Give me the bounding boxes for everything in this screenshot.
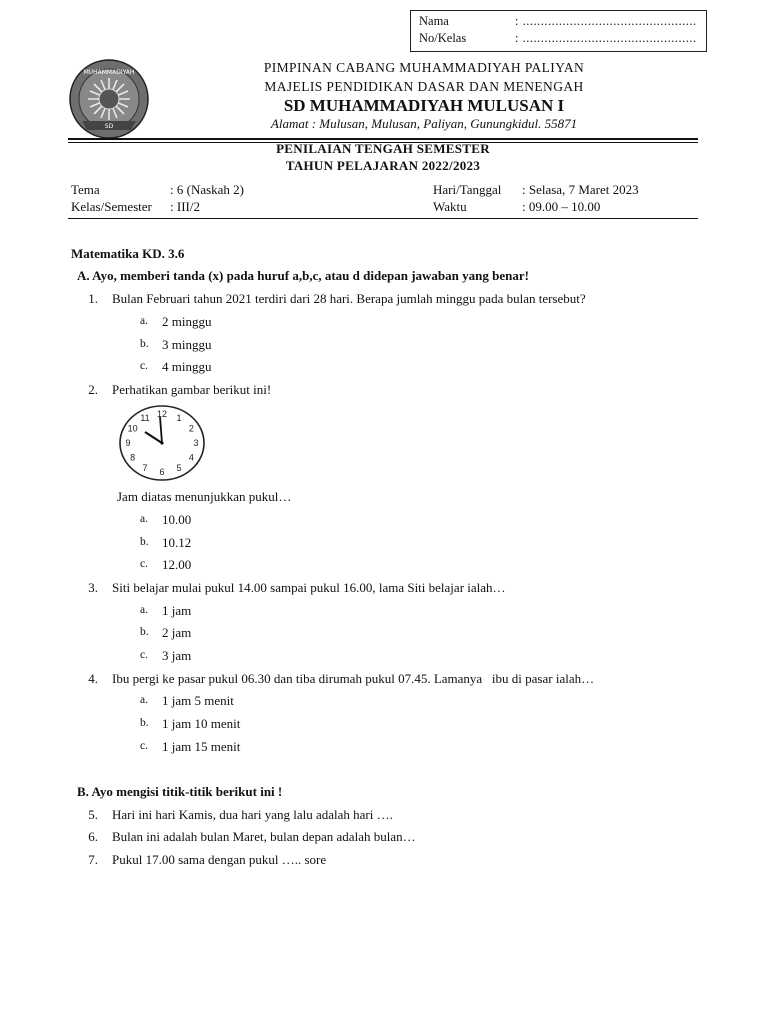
school-name: SD MUHAMMADIYAH MULUSAN I (283, 96, 565, 115)
hari-value: : Selasa, 7 Maret 2023 (522, 182, 639, 197)
q4-option-c-letter: c. (140, 740, 148, 752)
q4-option-b-letter: b. (140, 717, 149, 729)
q6-text: Bulan ini adalah bulan Maret, bulan depan adalah bulan… (112, 829, 416, 844)
q2-option-c[interactable]: 12.00 (162, 557, 192, 572)
q4-text: Ibu pergi ke pasar pukul 06.30 dan tiba dirumah pukul 07.45. Lamanya ibu di pasar ialah… (112, 671, 595, 686)
class-label: No/Kelas (419, 31, 467, 45)
logo-text-top: MUHAMMADIYAH (83, 69, 135, 76)
waktu-value: : 09.00 – 10.00 (522, 199, 601, 214)
q1-text: Bulan Februari tahun 2021 terdiri dari 28 hari. Berapa jumlah minggu pada bulan tersebut? (112, 291, 586, 306)
clock-number: 8 (130, 452, 136, 463)
name-class-box (410, 10, 707, 52)
header-line-2: MAJELIS PENDIDIKAN DASAR DAN MENENGAH (264, 79, 584, 94)
section-b-title: B. Ayo mengisi titik-titik berikut ini ! (77, 784, 283, 799)
q4-option-a[interactable]: 1 jam 5 menit (162, 693, 234, 708)
q2-option-b-letter: b. (140, 536, 149, 548)
tema-label: Tema (71, 182, 100, 197)
class-field[interactable]: : ................................................ (515, 31, 697, 45)
q4-number: 4. (88, 671, 98, 686)
tema-value: : 6 (Naskah 2) (170, 182, 245, 197)
clock-number: 4 (188, 452, 194, 463)
kelas-semester-label: Kelas/Semester (71, 199, 152, 214)
q1-option-a-letter: a. (140, 315, 148, 327)
name-field[interactable]: : ................................................ (515, 14, 697, 28)
q2-subtext: Jam diatas menunjukkan pukul… (117, 489, 292, 504)
logo-text-bottom: SD (104, 123, 114, 130)
q2-number: 2. (88, 382, 98, 397)
waktu-label: Waktu (433, 199, 467, 214)
q2-text: Perhatikan gambar berikut ini! (112, 382, 272, 397)
school-logo-icon (68, 58, 150, 140)
kelas-semester-value: : III/2 (170, 199, 200, 214)
section-a-title: A. Ayo, memberi tanda (x) pada huruf a,b,c, atau d didepan jawaban yang benar! (77, 268, 529, 283)
header-rule-thick (68, 138, 698, 140)
q2-option-a[interactable]: 10.00 (162, 512, 192, 527)
q3-option-c-letter: c. (140, 649, 148, 661)
header-line-1: PIMPINAN CABANG MUHAMMADIYAH PALIYAN (263, 60, 585, 75)
clock-number: 2 (188, 423, 194, 434)
q3-option-b[interactable]: 2 jam (162, 625, 192, 640)
q3-number: 3. (88, 580, 98, 595)
clock-number: 7 (142, 463, 148, 474)
meta-rule (68, 218, 698, 219)
exam-year: TAHUN PELAJARAN 2022/2023 (285, 158, 481, 173)
q7-text: Pukul 17.00 sama dengan pukul ….. sore (112, 852, 327, 867)
q4-option-b[interactable]: 1 jam 10 menit (162, 716, 241, 731)
q1-option-c[interactable]: 4 minggu (162, 359, 212, 374)
clock-number: 1 (176, 412, 182, 423)
clock-number: 10 (127, 423, 138, 434)
subject-title: Matematika KD. 3.6 (71, 246, 185, 261)
clock-number: 3 (193, 438, 199, 448)
q3-option-b-letter: b. (140, 626, 149, 638)
q2-option-b[interactable]: 10.12 (162, 535, 192, 550)
q1-number: 1. (88, 291, 98, 306)
q7-number: 7. (88, 852, 98, 867)
q1-option-a[interactable]: 2 minggu (162, 314, 212, 329)
q3-option-a[interactable]: 1 jam (162, 603, 192, 618)
exam-title: PENILAIAN TENGAH SEMESTER (276, 141, 490, 156)
q4-option-c[interactable]: 1 jam 15 menit (162, 739, 241, 754)
q2-option-c-letter: c. (140, 558, 148, 570)
q2-option-a-letter: a. (140, 513, 148, 525)
q6-number: 6. (88, 829, 98, 844)
q3-option-a-letter: a. (140, 604, 148, 616)
q1-option-c-letter: c. (140, 360, 148, 372)
q5-text: Hari ini hari Kamis, dua hari yang lalu adalah hari …. (112, 807, 393, 822)
clock-number: 12 (156, 409, 168, 419)
q3-text: Siti belajar mulai pukul 14.00 sampai pukul 16.00, lama Siti belajar ialah… (112, 580, 506, 595)
q1-option-b-letter: b. (140, 338, 149, 350)
clock-number: 6 (159, 467, 165, 477)
q5-number: 5. (88, 807, 98, 822)
clock-number: 9 (125, 438, 131, 448)
q4-option-a-letter: a. (140, 694, 148, 706)
clock-number: 5 (176, 463, 182, 474)
q1-option-b[interactable]: 3 minggu (162, 337, 212, 352)
school-address: Alamat : Mulusan, Mulusan, Paliyan, Gunungkidul. 55871 (270, 116, 578, 131)
name-label: Nama (419, 14, 449, 28)
clock-number: 11 (140, 412, 150, 423)
clock-icon (118, 404, 208, 482)
hari-label: Hari/Tanggal (433, 182, 502, 197)
q3-option-c[interactable]: 3 jam (162, 648, 192, 663)
